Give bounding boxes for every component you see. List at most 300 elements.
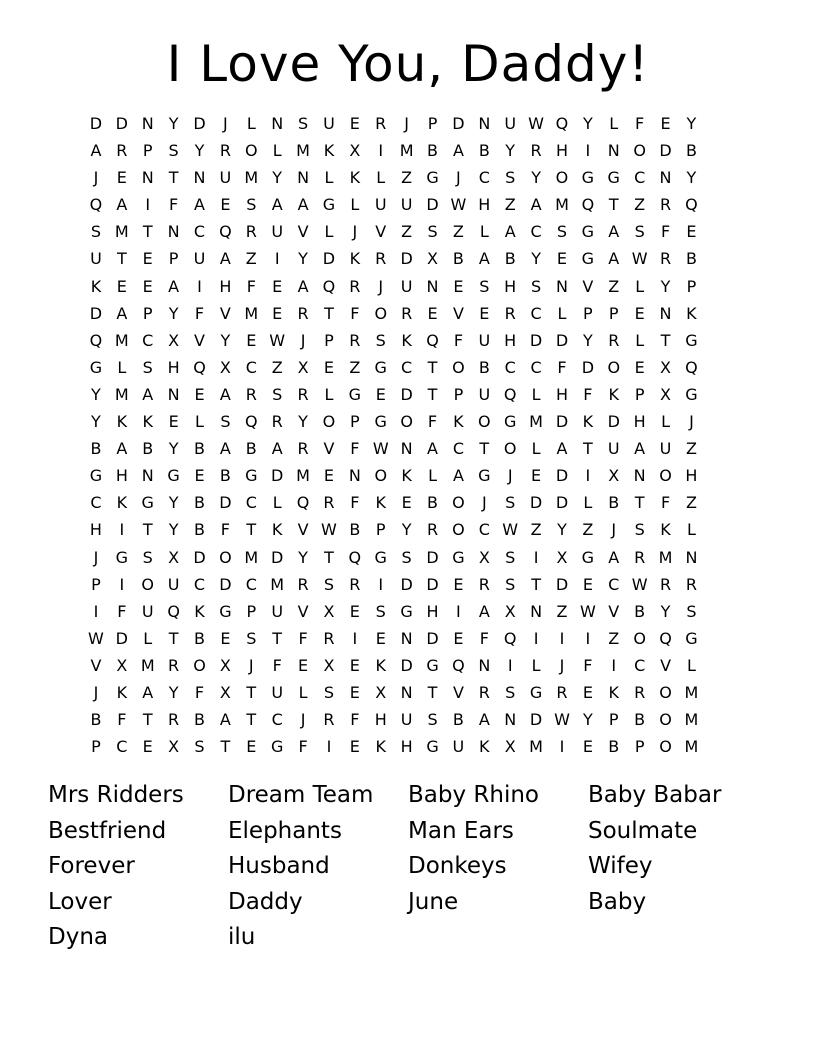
grid-letter: H <box>219 276 232 296</box>
grid-letter: N <box>555 276 568 296</box>
grid-letter: D <box>89 114 103 133</box>
grid-letter: J <box>481 493 487 513</box>
grid-letter: D <box>555 493 569 513</box>
grid-letter: M <box>114 222 129 242</box>
grid-letter: G <box>452 547 465 567</box>
grid-letter: S <box>634 222 645 242</box>
grid-letter: U <box>323 114 335 133</box>
grid-letter: K <box>375 493 386 513</box>
grid-letter: B <box>685 249 697 269</box>
grid-letter: L <box>195 412 204 432</box>
grid-letter: K <box>349 168 361 188</box>
grid-letter: Q <box>426 330 439 350</box>
grid-row <box>83 492 704 519</box>
grid-letter: E <box>116 168 127 188</box>
grid-letter: M <box>296 466 310 486</box>
grid-row <box>83 330 704 357</box>
grid-letter: E <box>453 574 464 594</box>
grid-letter: W <box>631 574 648 594</box>
grid-letter: R <box>297 384 309 404</box>
grid-letter: V <box>194 330 205 350</box>
grid-letter: X <box>323 655 335 675</box>
grid-letter: N <box>659 168 672 188</box>
grid-letter: I <box>378 141 384 161</box>
grid-letter: N <box>167 222 180 242</box>
grid-letter: R <box>375 114 387 133</box>
grid-letter: W <box>554 710 570 730</box>
grid-letter: K <box>401 330 412 350</box>
grid-letter: Y <box>401 520 412 540</box>
grid-letter: T <box>246 520 257 540</box>
grid-letter: I <box>274 249 280 269</box>
grid-letter: R <box>323 493 335 513</box>
grid-letter: E <box>427 303 438 323</box>
grid-letter: H <box>504 276 517 296</box>
grid-letter: V <box>323 439 335 459</box>
grid-letter: U <box>374 195 387 215</box>
grid-letter: K <box>323 141 335 161</box>
grid-letter: Z <box>271 357 283 377</box>
grid-letter: V <box>90 655 102 675</box>
grid-letter: C <box>504 357 516 377</box>
word-list-item: Baby Rhino <box>408 782 539 808</box>
grid-letter: S <box>90 222 102 242</box>
grid-letter: N <box>400 439 413 459</box>
grid-row <box>83 194 704 221</box>
grid-letter: M <box>555 195 569 215</box>
grid-letter: G <box>245 466 258 486</box>
grid-letter: J <box>93 547 99 567</box>
grid-letter: Z <box>504 195 516 215</box>
grid-letter: D <box>529 710 543 730</box>
grid-letter: Z <box>530 520 542 540</box>
grid-letter: I <box>352 628 358 648</box>
grid-letter: G <box>426 655 439 675</box>
grid-letter: T <box>246 710 257 730</box>
grid-letter: X <box>349 141 361 161</box>
grid-letter: A <box>116 195 128 215</box>
grid-letter: Q <box>244 412 258 432</box>
grid-letter: L <box>350 195 360 215</box>
grid-letter: A <box>219 384 231 404</box>
grid-letter: A <box>219 710 231 730</box>
grid-letter: N <box>530 601 543 621</box>
grid-letter: K <box>453 412 464 432</box>
grid-letter: G <box>219 601 232 621</box>
grid-letter: R <box>530 141 542 161</box>
grid-letter: A <box>168 276 180 296</box>
grid-letter: V <box>608 601 620 621</box>
grid-letter: A <box>116 439 128 459</box>
grid-letter: E <box>168 412 179 432</box>
grid-letter: X <box>219 682 231 702</box>
grid-letter: F <box>194 303 205 323</box>
grid-letter: D <box>555 412 569 432</box>
grid-letter: Z <box>582 520 594 540</box>
grid-letter: R <box>608 330 620 350</box>
grid-letter: U <box>141 601 154 621</box>
grid-letter: I <box>93 601 99 621</box>
grid-letter: U <box>659 439 672 459</box>
grid-letter: S <box>246 628 257 648</box>
grid-letter: P <box>453 384 464 404</box>
grid-letter: F <box>194 682 205 702</box>
grid-letter: E <box>582 574 593 594</box>
grid-letter: L <box>272 493 282 513</box>
word-list <box>48 778 788 956</box>
grid-letter: T <box>168 628 179 648</box>
grid-letter: D <box>529 330 543 350</box>
grid-letter: P <box>583 303 593 323</box>
grid-letter: Y <box>686 114 697 133</box>
grid-letter: Y <box>298 249 308 269</box>
grid-letter: W <box>502 520 519 540</box>
grid-letter: F <box>272 655 282 675</box>
grid-letter: B <box>452 710 464 730</box>
grid-letter: U <box>271 601 284 621</box>
grid-letter: E <box>272 276 283 296</box>
grid-letter: B <box>194 628 205 648</box>
grid-letter: M <box>529 737 543 757</box>
grid-letter: O <box>478 412 491 432</box>
grid-letter: Z <box>452 222 464 242</box>
grid-letter: E <box>246 737 257 757</box>
word-list-item: ilu <box>228 924 256 951</box>
grid-letter: R <box>478 682 490 702</box>
grid-letter: C <box>401 357 413 377</box>
word-list-item: Baby <box>588 888 647 915</box>
grid-letter: S <box>479 276 490 296</box>
grid-letter: V <box>297 222 309 242</box>
grid-letter: M <box>529 412 543 432</box>
grid-letter: D <box>219 574 232 594</box>
grid-letter: Y <box>168 114 179 133</box>
grid-letter: K <box>375 655 386 675</box>
grid-letter: C <box>634 655 646 675</box>
grid-letter: L <box>686 655 696 675</box>
grid-letter: W <box>631 249 648 269</box>
grid-letter: F <box>246 276 256 296</box>
grid-letter: C <box>452 439 464 459</box>
grid-letter: A <box>608 547 620 567</box>
grid-row <box>83 113 704 140</box>
grid-letter: W <box>321 520 337 540</box>
grid-letter: N <box>504 710 517 730</box>
grid-letter: E <box>220 628 231 648</box>
grid-letter: L <box>661 412 670 432</box>
grid-letter: S <box>401 547 412 567</box>
grid-letter: K <box>142 412 153 432</box>
grid-letter: M <box>244 168 259 188</box>
grid-letter: C <box>142 330 154 350</box>
word-list-item: Soulmate <box>588 817 698 844</box>
grid-letter: B <box>685 141 697 161</box>
grid-letter: N <box>141 114 154 133</box>
grid-letter: U <box>607 439 620 459</box>
grid-letter: H <box>426 601 439 621</box>
grid-letter: T <box>634 493 645 513</box>
grid-letter: R <box>116 141 128 161</box>
grid-letter: I <box>119 574 125 594</box>
grid-letter: Q <box>89 195 103 215</box>
grid-letter: G <box>89 357 103 377</box>
grid-letter: N <box>426 276 439 296</box>
grid-letter: Q <box>89 330 103 350</box>
grid-letter: S <box>142 547 153 567</box>
grid-letter: L <box>376 168 386 188</box>
grid-letter: G <box>685 384 698 404</box>
grid-letter: N <box>400 682 413 702</box>
grid-letter: B <box>349 520 361 540</box>
grid-letter: D <box>400 655 413 675</box>
grid-letter: K <box>116 412 128 432</box>
grid-letter: M <box>114 330 129 350</box>
grid-letter: M <box>399 141 414 161</box>
grid-letter: G <box>141 493 154 513</box>
grid-letter: B <box>478 141 490 161</box>
grid-letter: H <box>478 195 491 215</box>
grid-letter: K <box>608 682 619 702</box>
grid-letter: Y <box>168 493 179 513</box>
grid-letter: I <box>585 141 591 161</box>
grid-letter: O <box>452 493 465 513</box>
grid-letter: F <box>350 303 360 323</box>
grid-letter: K <box>582 412 594 432</box>
grid-letter: R <box>245 222 257 242</box>
grid-letter: C <box>478 520 490 540</box>
grid-letter: L <box>324 168 334 188</box>
grid-letter: G <box>685 628 698 648</box>
grid-letter: G <box>529 682 543 702</box>
grid-letter: Y <box>91 412 101 432</box>
grid-letter: X <box>504 737 516 757</box>
grid-letter: D <box>193 547 206 567</box>
grid-letter: J <box>456 168 461 188</box>
grid-letter: R <box>349 574 361 594</box>
grid-letter: B <box>90 439 102 459</box>
grid-letter: M <box>244 547 259 567</box>
grid-letter: B <box>245 439 257 459</box>
grid-letter: U <box>167 574 180 594</box>
grid-letter: R <box>219 141 231 161</box>
grid-letter: W <box>450 195 467 215</box>
grid-row <box>83 547 704 574</box>
grid-letter: J <box>611 520 617 540</box>
grid-letter: I <box>507 655 513 675</box>
grid-letter: X <box>116 655 128 675</box>
grid-letter: B <box>452 249 464 269</box>
word-list-item: Forever <box>48 853 135 880</box>
grid-letter: C <box>634 168 646 188</box>
grid-letter: D <box>555 466 569 486</box>
grid-letter: R <box>659 249 672 269</box>
grid-letter: L <box>686 520 696 540</box>
grid-letter: Y <box>660 276 671 296</box>
grid-letter: G <box>374 547 387 567</box>
grid-letter: A <box>608 249 620 269</box>
grid-letter: A <box>142 384 154 404</box>
grid-letter: T <box>324 303 334 323</box>
grid-letter: D <box>271 466 284 486</box>
grid-letter: H <box>633 412 646 432</box>
grid-letter: B <box>194 520 205 540</box>
grid-letter: F <box>635 114 645 133</box>
grid-row <box>83 574 704 601</box>
grid-letter: J <box>93 168 99 188</box>
grid-letter: G <box>581 168 595 188</box>
grid-letter: A <box>271 439 283 459</box>
grid-letter: G <box>607 168 620 188</box>
grid-letter: P <box>350 412 360 432</box>
grid-letter: S <box>323 682 335 702</box>
grid-letter: L <box>246 114 256 133</box>
grid-letter: P <box>324 330 334 350</box>
grid-letter: R <box>168 710 180 730</box>
grid-letter: O <box>322 412 336 432</box>
grid-letter: M <box>296 141 310 161</box>
grid-letter: P <box>246 601 257 621</box>
grid-letter: C <box>193 222 206 242</box>
grid-letter: X <box>168 547 180 567</box>
grid-letter: S <box>220 412 231 432</box>
grid-letter: X <box>504 601 516 621</box>
grid-letter: E <box>272 303 283 323</box>
grid-letter: E <box>453 276 464 296</box>
grid-letter: K <box>608 384 619 404</box>
grid-letter: Q <box>659 628 672 648</box>
grid-letter: T <box>608 195 619 215</box>
grid-letter: R <box>323 710 335 730</box>
grid-letter: Q <box>685 195 698 215</box>
grid-letter: N <box>607 141 620 161</box>
grid-letter: B <box>194 493 205 513</box>
grid-letter: X <box>556 547 568 567</box>
grid-letter: T <box>582 439 593 459</box>
grid-letter: J <box>93 682 99 702</box>
grid-letter: O <box>659 466 672 486</box>
grid-letter: N <box>348 466 361 486</box>
grid-letter: K <box>349 249 361 269</box>
word-list-item: Donkeys <box>408 853 507 880</box>
grid-letter: D <box>426 574 439 594</box>
grid-letter: R <box>478 574 490 594</box>
grid-letter: O <box>633 141 646 161</box>
grid-row <box>83 601 704 628</box>
grid-letter: T <box>142 520 153 540</box>
grid-letter: D <box>400 574 413 594</box>
word-list-item: Wifey <box>588 853 653 880</box>
grid-letter: E <box>556 249 568 269</box>
grid-letter: Y <box>168 303 179 323</box>
grid-letter: D <box>426 195 439 215</box>
grid-letter: H <box>685 466 698 486</box>
grid-letter: M <box>684 682 699 702</box>
grid-letter: M <box>140 655 155 675</box>
grid-letter: N <box>271 114 284 133</box>
grid-letter: T <box>324 547 334 567</box>
grid-letter: E <box>116 276 127 296</box>
grid-letter: H <box>167 357 180 377</box>
grid-letter: T <box>427 682 438 702</box>
word-list-item: Man Ears <box>408 817 514 844</box>
grid-letter: M <box>684 737 699 757</box>
grid-letter: R <box>245 384 257 404</box>
grid-letter: E <box>634 357 645 377</box>
grid-letter: H <box>555 141 568 161</box>
grid-letter: V <box>297 520 309 540</box>
grid-letter: B <box>427 493 439 513</box>
grid-letter: Y <box>557 520 567 540</box>
grid-letter: O <box>659 682 672 702</box>
grid-letter: Y <box>531 168 541 188</box>
grid-letter: P <box>142 141 153 161</box>
grid-letter: U <box>400 276 413 296</box>
grid-letter: T <box>272 628 283 648</box>
grid-letter: R <box>401 303 413 323</box>
grid-letter: N <box>685 547 698 567</box>
word-list-item: Dyna <box>48 924 108 951</box>
grid-letter: Y <box>168 682 179 702</box>
grid-letter: I <box>585 466 591 486</box>
grid-letter: A <box>297 276 309 296</box>
grid-letter: O <box>374 303 388 323</box>
grid-letter: X <box>478 547 490 567</box>
grid-letter: O <box>374 466 388 486</box>
grid-letter: D <box>555 330 569 350</box>
grid-letter: G <box>581 249 595 269</box>
grid-row <box>83 709 704 736</box>
grid-letter: B <box>194 710 205 730</box>
grid-letter: A <box>427 439 438 459</box>
grid-letter: C <box>245 574 257 594</box>
grid-letter: J <box>689 412 694 432</box>
grid-letter: Y <box>220 330 231 350</box>
grid-letter: L <box>143 628 153 648</box>
grid-letter: Z <box>685 439 697 459</box>
grid-letter: I <box>559 737 565 757</box>
grid-letter: X <box>660 357 672 377</box>
grid-letter: A <box>478 249 490 269</box>
grid-letter: F <box>557 357 567 377</box>
grid-letter: U <box>193 249 206 269</box>
grid-letter: D <box>426 628 439 648</box>
grid-letter: A <box>452 466 464 486</box>
grid-letter: U <box>400 710 413 730</box>
grid-letter: P <box>427 114 438 133</box>
grid-letter: R <box>323 628 335 648</box>
grid-letter: D <box>400 249 413 269</box>
grid-letter: X <box>219 655 231 675</box>
grid-letter: R <box>634 547 646 567</box>
grid-row <box>83 248 704 275</box>
grid-letter: A <box>194 195 205 215</box>
grid-letter: U <box>271 682 284 702</box>
grid-letter: E <box>531 466 542 486</box>
grid-letter: D <box>219 493 232 513</box>
grid-letter: P <box>91 737 101 757</box>
grid-letter: C <box>116 737 128 757</box>
grid-letter: E <box>375 628 386 648</box>
grid-letter: B <box>194 439 205 459</box>
letter-grid <box>83 113 704 763</box>
grid-letter: S <box>246 195 257 215</box>
grid-letter: O <box>452 357 465 377</box>
grid-letter: T <box>479 439 490 459</box>
grid-letter: U <box>504 114 517 133</box>
grid-letter: F <box>350 493 360 513</box>
grid-letter: Q <box>685 357 698 377</box>
grid-letter: N <box>659 303 672 323</box>
